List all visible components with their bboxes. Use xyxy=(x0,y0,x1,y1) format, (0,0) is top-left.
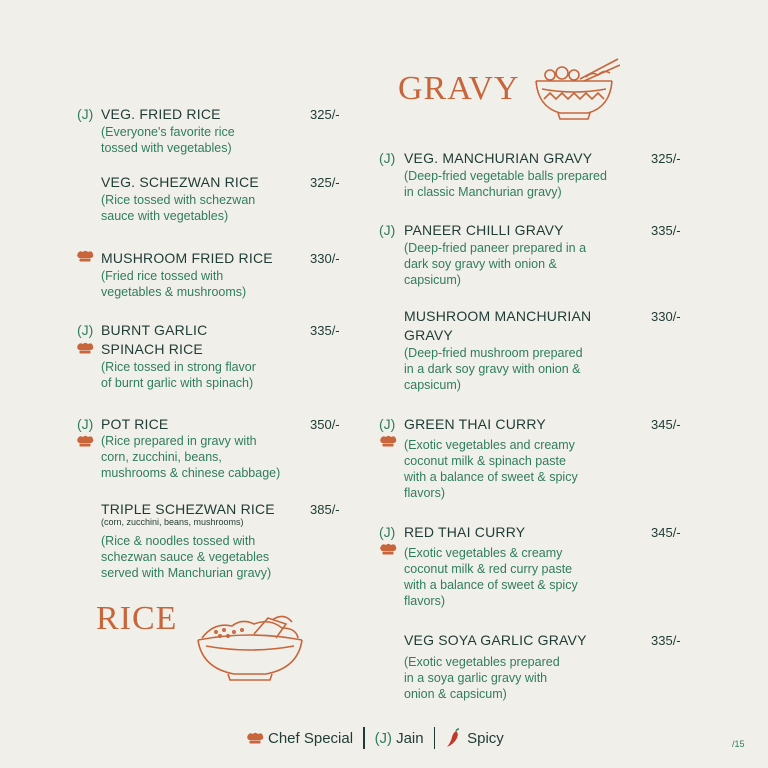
menu-item-subtitle: (corn, zucchini, beans, mushrooms) xyxy=(101,517,244,527)
chef-hat-icon xyxy=(76,250,94,262)
menu-item-description: (Deep-fried paneer prepared in a dark soy gravy with onion & capsicum) xyxy=(404,241,587,287)
noodle-bowl-icon xyxy=(534,55,620,121)
menu-item-price: 325/- xyxy=(310,175,340,190)
menu-item-description: (Fried rice tossed with vegetables & mushrooms) xyxy=(101,269,247,299)
menu-item-name: BURNT GARLIC xyxy=(101,322,208,338)
chef-hat-icon xyxy=(76,342,94,354)
jain-marker: (J) xyxy=(77,106,94,122)
jain-marker: (J) xyxy=(379,416,396,432)
chili-icon xyxy=(445,728,461,748)
menu-item-name: PANEER CHILLI GRAVY xyxy=(404,222,564,238)
menu-item-price: 335/- xyxy=(651,633,681,648)
menu-item-price: 350/- xyxy=(310,417,340,432)
menu-item-description: (Rice prepared in gravy with corn, zucchini, beans, mushrooms & chinese cabbage) xyxy=(101,434,281,480)
menu-item-name: GREEN THAI CURRY xyxy=(404,416,546,432)
menu-item-description: (Rice & noodles tossed with schezwan sauce & vegetables served with Manchurian gravy) xyxy=(101,534,272,580)
menu-item-price: 330/- xyxy=(651,309,681,324)
menu-item-name: MUSHROOM MANCHURIAN xyxy=(404,308,592,324)
jain-marker: (J) xyxy=(379,222,396,238)
menu-item-description: (Exotic vegetables & creamy coconut milk & red curry paste with a balance of sweet & spicy flavors) xyxy=(404,546,578,608)
legend-divider xyxy=(434,727,436,749)
legend-jain: Jain xyxy=(396,729,424,747)
menu-item-name: VEG SOYA GARLIC GRAVY xyxy=(404,632,587,648)
menu-item-name: MUSHROOM FRIED RICE xyxy=(101,250,273,266)
menu-item-name: POT RICE xyxy=(101,416,169,432)
page-number: /15 xyxy=(732,739,745,749)
chef-hat-icon xyxy=(379,543,397,555)
menu-item-name: VEG. SCHEZWAN RICE xyxy=(101,174,259,190)
jain-marker: (J) xyxy=(379,150,396,166)
menu-item-name-line2: GRAVY xyxy=(404,327,453,343)
jain-marker: (J) xyxy=(77,322,94,338)
menu-item-price: 325/- xyxy=(651,151,681,166)
jain-marker: (J) xyxy=(77,416,94,432)
menu-item-price: 345/- xyxy=(651,525,681,540)
menu-item-price: 385/- xyxy=(310,502,340,517)
menu-item-name: VEG. FRIED RICE xyxy=(101,106,221,122)
menu-item-description: (Deep-fried mushroom prepared in a dark soy gravy with onion & capsicum) xyxy=(404,346,583,392)
chef-hat-icon xyxy=(76,435,94,447)
menu-item-description: (Exotic vegetables and creamy coconut milk & spinach paste with a balance of sweet & spicy flavors) xyxy=(404,438,578,500)
legend-jain-mark: (J) xyxy=(374,729,393,747)
menu-item-price: 345/- xyxy=(651,417,681,432)
rice-bowl-icon xyxy=(194,610,306,682)
legend xyxy=(246,726,504,750)
chef-hat-icon xyxy=(246,732,264,744)
menu-item-name: RED THAI CURRY xyxy=(404,524,526,540)
menu-item-description: (Rice tossed in strong flavor of burnt garlic with spinach) xyxy=(101,360,256,390)
jain-marker: (J) xyxy=(379,524,396,540)
menu-item-name: TRIPLE SCHEZWAN RICE xyxy=(101,501,275,517)
legend-chef-special: Chef Special xyxy=(268,729,354,747)
menu-item-price: 335/- xyxy=(310,323,340,338)
menu-item-name-line2: SPINACH RICE xyxy=(101,341,203,357)
gravy-section-title: GRAVY xyxy=(398,70,520,107)
menu-item-description: (Everyone's favorite rice tossed with vegetables) xyxy=(101,125,235,155)
legend-divider xyxy=(363,727,365,749)
menu-item-name: VEG. MANCHURIAN GRAVY xyxy=(404,150,593,166)
menu-item-price: 330/- xyxy=(310,251,340,266)
menu-item-price: 335/- xyxy=(651,223,681,238)
menu-item-description: (Rice tossed with schezwan sauce with vegetables) xyxy=(101,193,256,223)
legend-spicy: Spicy xyxy=(467,729,504,747)
menu-item-price: 325/- xyxy=(310,107,340,122)
menu-item-description: (Deep-fried vegetable balls prepared in classic Manchurian gravy) xyxy=(404,169,607,199)
chef-hat-icon xyxy=(379,435,397,447)
menu-item-description: (Exotic vegetables prepared in a soya garlic gravy with onion & capsicum) xyxy=(404,655,560,701)
rice-section-title: RICE xyxy=(96,600,178,637)
